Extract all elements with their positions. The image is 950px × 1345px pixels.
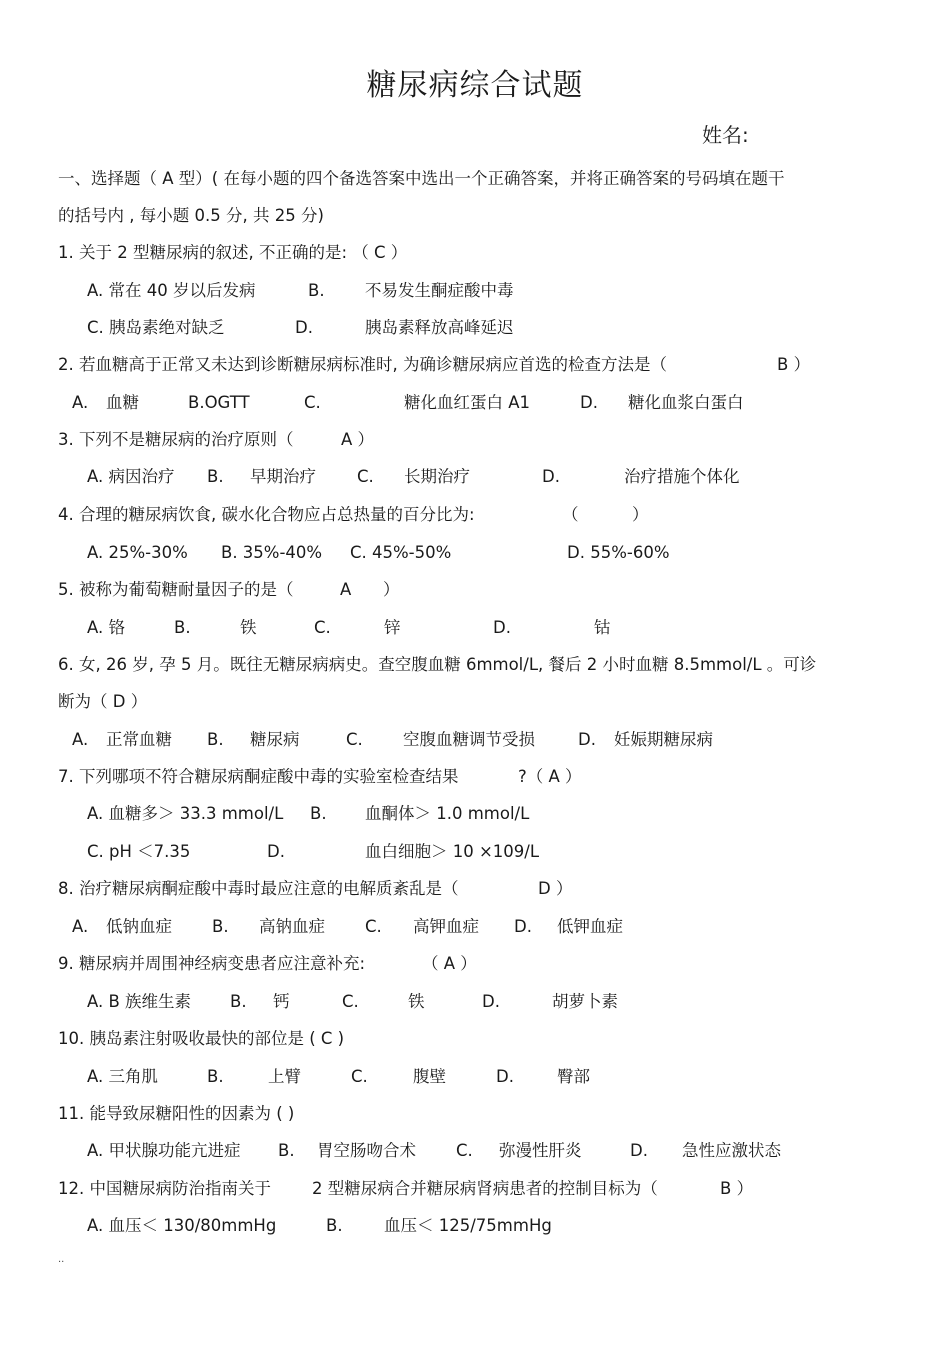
q6-option-d: 妊娠期糖尿病 — [614, 730, 713, 749]
q8-option-d: 低钾血症 — [557, 917, 623, 936]
q8-option-b-letter: B. — [212, 917, 229, 936]
q9-option-c-letter: C. — [342, 992, 359, 1011]
question-5-paren-close: ） — [383, 580, 400, 599]
question-6-stem: 6. 女, 26 岁, 孕 5 月。既往无糖尿病病史。查空腹血糖 6mmol/L, 餐后 2 小时血糖 8.5mmol/L 。可诊 — [58, 655, 817, 674]
q10-option-d-letter: D. — [496, 1067, 514, 1086]
question-9-stem: 9. 糖尿病并周围神经病变患者应注意补充: — [58, 954, 366, 973]
q6-option-c-letter: C. — [346, 730, 363, 749]
question-8-stem: 8. 治疗糖尿病酮症酸中毒时最应注意的电解质紊乱是（ — [58, 879, 459, 898]
q3-option-a: A. 病因治疗 — [87, 467, 175, 486]
q5-option-d-letter: D. — [493, 618, 511, 637]
q9-option-c: 铁 — [408, 992, 425, 1011]
question-6-stem-cont: 断为（ D ） — [58, 692, 148, 711]
question-10-stem: 10. 胰岛素注射吸收最快的部位是 ( C ) — [58, 1029, 345, 1048]
q3-option-c-letter: C. — [357, 467, 374, 486]
question-2-stem: 2. 若血糖高于正常又未达到诊断糖尿病标准时, 为确诊糖尿病应首选的检查方法是（ — [58, 355, 667, 374]
q8-option-d-letter: D. — [514, 917, 532, 936]
q2-option-c: 糖化血红蛋白 A1 — [404, 393, 531, 412]
section-heading-line2: 的括号内 , 每小题 0.5 分, 共 25 分) — [58, 206, 324, 225]
question-12-stem: 12. 中国糖尿病防治指南关于 — [58, 1179, 271, 1198]
question-8-answer: D ） — [538, 879, 573, 898]
q1-option-d-letter: D. — [295, 318, 313, 337]
q11-option-b-letter: B. — [278, 1141, 295, 1160]
q4-option-b: B. 35%-40% — [221, 543, 323, 562]
question-9-answer: （ A ） — [422, 954, 477, 973]
q2-option-b: B.OGTT — [188, 393, 250, 412]
q6-option-b-letter: B. — [207, 730, 224, 749]
q10-option-b-letter: B. — [207, 1067, 224, 1086]
question-12-stem-cont: 2 型糖尿病合并糖尿病肾病患者的控制目标为（ — [312, 1179, 658, 1198]
q4-option-c: C. 45%-50% — [350, 543, 452, 562]
q9-option-d: 胡萝卜素 — [552, 992, 618, 1011]
question-7-stem: 7. 下列哪项不符合糖尿病酮症酸中毒的实验室检查结果 — [58, 767, 459, 786]
q9-option-b-letter: B. — [230, 992, 247, 1011]
q9-option-a: A. B 族维生素 — [87, 992, 192, 1011]
q11-option-a: A. 甲状腺功能亢进症 — [87, 1141, 241, 1160]
q7-option-d-letter: D. — [267, 842, 285, 861]
q10-option-d: 臀部 — [557, 1067, 590, 1086]
question-4-stem: 4. 合理的糖尿病饮食, 碳水化合物应占总热量的百分比为: — [58, 505, 475, 524]
q2-option-d: 糖化血浆白蛋白 — [628, 393, 744, 412]
q11-option-c: 弥漫性肝炎 — [499, 1141, 582, 1160]
q3-option-d-letter: D. — [542, 467, 560, 486]
q3-option-b-letter: B. — [207, 467, 224, 486]
q1-option-a: A. 常在 40 岁以后发病 — [87, 281, 256, 300]
q11-option-d: 急性应激状态 — [682, 1141, 781, 1160]
q3-option-c: 长期治疗 — [404, 467, 470, 486]
question-12-answer: B ） — [720, 1179, 754, 1198]
q7-option-b-letter: B. — [310, 804, 327, 823]
question-2-answer: B ） — [777, 355, 811, 374]
q3-option-d: 治疗措施个体化 — [624, 467, 740, 486]
q7-option-b: 血酮体＞ 1.0 mmol/L — [365, 804, 530, 823]
q12-option-b: 血压＜ 125/75mmHg — [384, 1216, 552, 1235]
q8-option-a-letter: A. — [72, 917, 89, 936]
q10-option-a: A. 三角肌 — [87, 1067, 158, 1086]
question-5-answer: A — [340, 580, 352, 599]
q1-option-d: 胰岛素释放高峰延迟 — [365, 318, 514, 337]
q5-option-c-letter: C. — [314, 618, 331, 637]
q10-option-c: 腹壁 — [413, 1067, 446, 1086]
q2-option-c-letter: C. — [304, 393, 321, 412]
q9-option-d-letter: D. — [482, 992, 500, 1011]
q5-option-c: 锌 — [384, 618, 401, 637]
q8-option-b: 高钠血症 — [259, 917, 325, 936]
q3-option-b: 早期治疗 — [250, 467, 316, 486]
q7-option-a: A. 血糖多＞ 33.3 mmol/L — [87, 804, 284, 823]
q8-option-c-letter: C. — [365, 917, 382, 936]
q12-option-b-letter: B. — [326, 1216, 343, 1235]
q5-option-a: A. 铬 — [87, 618, 125, 637]
question-7-answer: ?（ A ） — [518, 767, 582, 786]
q5-option-d: 钴 — [594, 618, 611, 637]
q2-option-d-letter: D. — [580, 393, 598, 412]
q6-option-c: 空腹血糖调节受损 — [403, 730, 535, 749]
question-4-paren-close: ） — [632, 505, 649, 524]
q4-option-a: A. 25%-30% — [87, 543, 188, 562]
q9-option-b: 钙 — [273, 992, 290, 1011]
q10-option-c-letter: C. — [351, 1067, 368, 1086]
q5-option-b: 铁 — [240, 618, 257, 637]
q2-option-a: 血糖 — [106, 393, 139, 412]
q10-option-b: 上臂 — [268, 1067, 301, 1086]
q6-option-b: 糖尿病 — [250, 730, 300, 749]
q7-option-c: C. pH ＜7.35 — [87, 842, 191, 861]
question-4-paren-open: （ — [562, 505, 579, 524]
footer-mark: .. — [58, 1254, 65, 1265]
q5-option-b-letter: B. — [174, 618, 191, 637]
q11-option-b: 胃空肠吻合术 — [317, 1141, 416, 1160]
q8-option-a: 低钠血症 — [106, 917, 172, 936]
name-label: 姓名: — [702, 123, 749, 147]
q11-option-d-letter: D. — [630, 1141, 648, 1160]
q8-option-c: 高钾血症 — [413, 917, 479, 936]
section-heading-line1: 一、选择题（ A 型）( 在每小题的四个备选答案中选出一个正确答案，并将正确答案的号码填在题干 — [58, 169, 785, 188]
q4-option-d: D. 55%-60% — [567, 543, 670, 562]
q11-option-c-letter: C. — [456, 1141, 473, 1160]
question-3-stem: 3. 下列不是糖尿病的治疗原则（ — [58, 430, 294, 449]
q2-option-a-letter: A. — [72, 393, 89, 412]
page-title: 糖尿病综合试题 — [366, 68, 584, 103]
q6-option-a-letter: A. — [72, 730, 89, 749]
q1-option-b-letter: B. — [308, 281, 325, 300]
q12-option-a: A. 血压＜ 130/80mmHg — [87, 1216, 277, 1235]
question-11-stem: 11. 能导致尿糖阳性的因素为 ( ) — [58, 1104, 295, 1123]
question-1-stem: 1. 关于 2 型糖尿病的叙述, 不正确的是: （ C ） — [58, 243, 408, 262]
question-5-stem: 5. 被称为葡萄糖耐量因子的是（ — [58, 580, 294, 599]
q7-option-d: 血白细胞＞ 10 ×109/L — [365, 842, 540, 861]
q6-option-d-letter: D. — [578, 730, 596, 749]
question-3-answer: A ） — [341, 430, 375, 449]
q6-option-a: 正常血糖 — [106, 730, 172, 749]
q1-option-c: C. 胰岛素绝对缺乏 — [87, 318, 225, 337]
q1-option-b: 不易发生酮症酸中毒 — [365, 281, 514, 300]
